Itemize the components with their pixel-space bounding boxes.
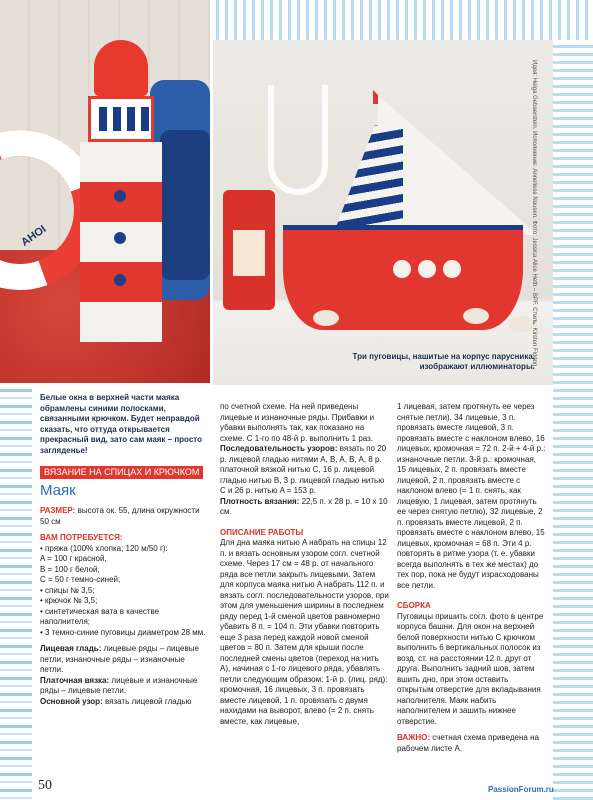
- important-text: счетная схема приведена на рабочем листе A.: [397, 733, 539, 753]
- lighthouse-pillow: [80, 40, 162, 340]
- intro-text: Белые окна в верхней части маяка обрамлены синими полосками, связанными крючком. Будет неправдой сказать, что оттуда открывается прекрасный вид, зато сам маяк – просто загляденье!: [40, 393, 202, 455]
- paragraph: 1 лицевая, затем протянуть ее через снятые петли). 34 лицевые, 3 п. провязать вместе лицевой, 3 п. провязать вместе с наклоном влево, 16 лицевых, кромочная = 72 п. 2-й + 4-й р.: изнаночные петли. 3-й р.: кромочная, 15 лицевых, 2 п. провязать вместе лицевой, 2 п. провязать вместе с наклоном влево (= 1 п. снять, как лицевую, 1 лицевая, затем протянуть ее через снятую петлю), 32 лицевые, 2 п. провязать вместе лицевой, 2 п. провязать вместе с наклоном влево, 15 лицевых, кромочная = 68 п. Эти 4 р. повторять в ритме узора (т. е. убавки всегда выполнять в тех же местах) до тех пор, пока не будут израсходованы все петли.: [397, 402, 546, 590]
- materials-list: [40, 544, 210, 639]
- left-wave-decor: [0, 383, 32, 800]
- assembly-text: Пуговицы пришить согл. фото в центре корпуса башни. Для окон на верхней белой поверхности нитью C крючком выполнить 6 вертикальных полосок из возд. ст. на расстоянии 12 п. друг от друга. Выполнить задний шов, затем вшить дно, при этом оставить открытым отверстие для вкладывания наполнителя. Маяк набить наполнителем и зашить нижнее отверстие.: [397, 611, 544, 726]
- list-item: C = 50 г темно-синей;: [40, 575, 121, 584]
- size-text: высота ок. 55, длина окружности 50 см: [40, 506, 200, 526]
- list-item: • синтетическая вата в качестве наполнителя;: [40, 606, 160, 626]
- text-column-2: [220, 402, 390, 727]
- main-pattern-label: Основной узор:: [40, 696, 103, 706]
- materials-label: ВАМ ПОТРЕБУЕТСЯ:: [40, 533, 123, 542]
- size-label: РАЗМЕР:: [40, 506, 76, 515]
- paragraph: по счетной схеме. На ней приведены лицевые и изнаночные ряды. Прибавки и убавки выполнять так, как показано на схеме. С 1-го по 48-й р. выполнить 1 раз.: [220, 402, 375, 443]
- main-pattern-text: вязать лицевой гладью: [104, 696, 192, 706]
- page-number: 50: [38, 778, 52, 793]
- text-column-3: [397, 402, 547, 754]
- photo-lighthouse: [0, 0, 210, 383]
- sequence-label: Последовательность узоров:: [220, 444, 338, 453]
- list-item: • спицы № 3,5;: [40, 585, 95, 595]
- anchor-icon: [268, 85, 328, 195]
- photo-sailboat: [213, 40, 553, 385]
- assembly-heading: СБОРКА: [397, 601, 431, 610]
- garter-stitch-label: Платочная вязка:: [40, 675, 110, 685]
- garter-stitch-text: лицевые и изнаночные ряды – лицевые петли.: [40, 675, 198, 695]
- sequence-text: вязать по 20 р. лицевой гладью нитями A, B, A, B, A, 8 р. платочной вязкой нитью C, 16 р. лицевой гладью нитью B, 3 р. лицевой гладью нитью C и 26 р. нитью A = 153 р.: [220, 444, 387, 495]
- pattern-title: Маяк: [40, 482, 76, 499]
- photo-caption: Три пуговицы, нашитые на корпус парусника, изображают иллюминаторы.: [352, 352, 535, 371]
- lantern-icon: [223, 190, 275, 310]
- site-watermark: PassionForum.ru: [488, 785, 554, 794]
- top-wave-decor: [210, 0, 593, 40]
- life-ring-text: AHOI: [19, 223, 49, 249]
- face-stitch-text: лицевые ряды – лицевые петли, изнаночные ряды – изнаночные петли.: [40, 644, 199, 674]
- description-text: Для дна маяка нитью A набрать на спицы 12 п. и вязать основным узором согл. счетной схеме. Через 17 см = 48 р. от начального ряда все петли закрыть лицевыми. Затем для корпуса маяка нитью A набрать 112 п. и вязать согл. последовательности узоров, при этом для уменьшения ширины в последнем ряду перед 1-й сменой цветов равномерно убавить 8 п. = 104 п. Эти убавки повторить еще 3 раза перед каждой новой сменой цветов = 80 п. Затем для крыши после последней смены цветов (переход на нить A), начиная с 1-го лицевого ряда, убавлять петли следующим образом: 1-й р. (лиц. ряд): кромочная, 16 лицевых, 3 п. провязать вместе лицевой, 1 п. провязать с двумя нахидами на выворот, влево (= 2 п. снять вместе, как лицевые,: [220, 538, 389, 726]
- density-label: Плотность вязания:: [220, 496, 300, 506]
- density-text: 22,5 п. x 28 р. = 10 x 10 см.: [220, 496, 388, 516]
- face-stitch-label: Лицевая гладь:: [40, 644, 102, 653]
- list-item: A = 100 г красной,: [40, 554, 107, 563]
- list-item: • крючок № 3,5;: [40, 596, 98, 605]
- list-item: • пряжа (100% хлопка; 120 м/50 г):: [40, 543, 168, 553]
- right-wave-decor: [553, 40, 593, 800]
- important-label: ВАЖНО:: [397, 733, 431, 742]
- text-column-1: [40, 393, 210, 707]
- section-label: ВЯЗАНИЕ НА СПИЦАХ И КРЮЧКОМ: [40, 466, 203, 479]
- list-item: • 3 темно-синие пуговицы диаметром 28 мм.: [40, 627, 206, 637]
- description-heading: ОПИСАНИЕ РАБОТЫ: [220, 527, 304, 537]
- photo-credits: Идея: Helga Gebaerstein. Исполнение: Anneliese Nausen. Фото: Jessica Alice Heth – BPF. Стиль: Kirsten Fiddon.: [531, 60, 537, 368]
- list-item: B = 100 г белой,: [40, 564, 100, 574]
